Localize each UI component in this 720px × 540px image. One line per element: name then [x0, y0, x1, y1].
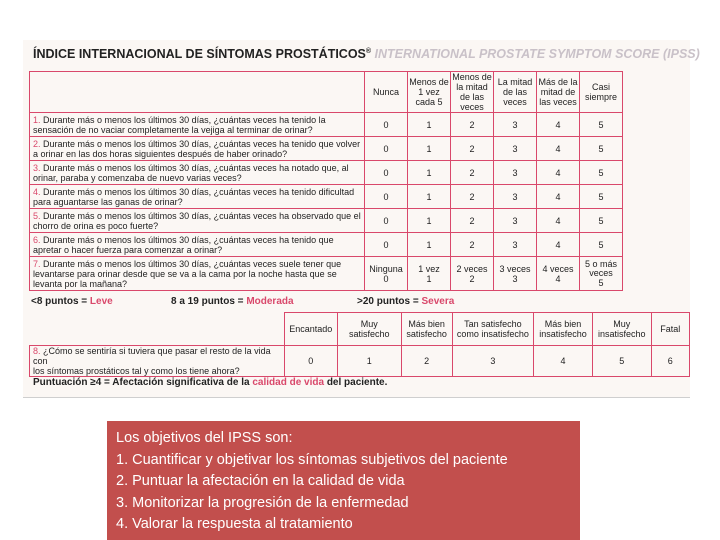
- header-cell: Menos de 1 vez cada 5: [408, 72, 451, 113]
- header-cell: La mitad de las veces: [494, 72, 537, 113]
- score-cell: 2: [451, 161, 494, 185]
- qol-header-cell: Muy insatisfecho: [592, 313, 651, 346]
- severity-severe: >20 puntos = Severa: [357, 296, 455, 307]
- header-cell: Más de la mitad de las veces: [537, 72, 580, 113]
- question-text: 3. Durante más o menos los últimos 30 días, ¿cuántas veces ha notado que, al orinar, paraba y comenzaba de nuevo varias veces?: [30, 161, 365, 185]
- question-text: 1. Durante más o menos los últimos 30 días, ¿cuántas veces ha tenido la sensación de no vaciar completamente la vejiga al terminar de orinar?: [30, 113, 365, 137]
- option-cell: 2 veces 2: [451, 257, 494, 291]
- score-cell: 4: [537, 137, 580, 161]
- qol-header-cell: Fatal: [651, 313, 689, 346]
- question-row: [30, 233, 623, 257]
- score-cell: 2: [451, 233, 494, 257]
- option-cell: 1 vez 1: [408, 257, 451, 291]
- score-cell: 0: [365, 137, 408, 161]
- question-row-nocturia: [30, 257, 623, 291]
- header-cell: Casi siempre: [580, 72, 623, 113]
- score-cell: 1: [337, 346, 401, 377]
- score-cell: 0: [365, 209, 408, 233]
- objective-item: 3. Monitorizar la progresión de la enfermedad: [116, 494, 409, 511]
- score-cell: 4: [537, 233, 580, 257]
- score-cell: 3: [494, 233, 537, 257]
- qol-header-blank: [30, 313, 285, 346]
- qol-header-cell: Encantado: [284, 313, 337, 346]
- document-title: ÍNDICE INTERNACIONAL DE SÍNTOMAS PROSTÁTICOS® INTERNATIONAL PROSTATE SYMPTOM SCORE (IPSS): [33, 47, 700, 61]
- question-text: 5. Durante más o menos los últimos 30 días, ¿cuántas veces ha observado que el chorro de orina es poco fuerte?: [30, 209, 365, 233]
- question-text: 7. Durante más o menos los últimos 30 días, ¿cuántas veces suele tener que levantarse para orinar desde que se va a la cama por la noche hasta que se levanta por la mañana?: [30, 257, 365, 291]
- score-cell: 5: [580, 233, 623, 257]
- score-cell: 0: [365, 233, 408, 257]
- score-cell: 5: [580, 137, 623, 161]
- option-cell: 5 o más veces 5: [580, 257, 623, 291]
- score-note: Puntuación ≥4 = Afectación significativa de la calidad de vida del paciente.: [33, 377, 388, 388]
- score-cell: 1: [408, 209, 451, 233]
- score-cell: 2: [451, 113, 494, 137]
- score-cell: 1: [408, 137, 451, 161]
- qol-header-cell: Más bien satisfecho: [401, 313, 452, 346]
- question-row: [30, 161, 623, 185]
- qol-header-cell: Muy satisfecho: [337, 313, 401, 346]
- score-cell: 0: [284, 346, 337, 377]
- question-text: 2. Durante más o menos los últimos 30 días, ¿cuántas veces ha tenido que volver a orinar en las dos horas siguientes después de haber orinado?: [30, 137, 365, 161]
- score-cell: 1: [408, 161, 451, 185]
- score-cell: 3: [494, 209, 537, 233]
- score-cell: 0: [365, 185, 408, 209]
- qol-header-cell: Tan satisfecho como insatisfecho: [452, 313, 534, 346]
- question-row: [30, 137, 623, 161]
- ipss-table: [29, 71, 623, 291]
- score-cell: 5: [580, 161, 623, 185]
- score-cell: 3: [494, 185, 537, 209]
- score-cell: 5: [580, 185, 623, 209]
- question-row: [30, 209, 623, 233]
- header-cell: Nunca: [365, 72, 408, 113]
- qol-header-cell: Más bien insatisfecho: [534, 313, 593, 346]
- score-cell: 1: [408, 113, 451, 137]
- score-cell: 3: [494, 161, 537, 185]
- quality-of-life-table: [29, 312, 690, 377]
- header-cell: Menos de la mitad de las veces: [452, 72, 492, 112]
- objective-item: 2. Puntuar la afectación en la calidad de vida: [116, 473, 405, 489]
- score-cell: 2: [451, 137, 494, 161]
- score-cell: 1: [408, 233, 451, 257]
- score-cell: 1: [408, 185, 451, 209]
- score-cell: 2: [451, 209, 494, 233]
- option-cell: Ninguna 0: [365, 257, 408, 291]
- score-cell: 6: [651, 346, 689, 377]
- score-cell: 5: [592, 346, 651, 377]
- question-row: [30, 185, 623, 209]
- score-cell: 3: [494, 137, 537, 161]
- score-cell: 2: [451, 185, 494, 209]
- qol-question-row: [30, 346, 690, 377]
- score-cell: 3: [494, 113, 537, 137]
- score-cell: 2: [401, 346, 452, 377]
- header-blank: [30, 72, 365, 113]
- ipss-document: [23, 40, 700, 398]
- question-row: [30, 113, 623, 137]
- objective-item: 4. Valorar la respuesta al tratamiento: [116, 516, 353, 532]
- score-cell: 0: [365, 113, 408, 137]
- objectives-box: [107, 421, 580, 540]
- objective-item: 1. Cuantificar y objetivar los síntomas subjetivos del paciente: [116, 451, 508, 468]
- score-cell: 4: [537, 185, 580, 209]
- option-cell: 4 veces 4: [537, 257, 580, 291]
- question-text: 6. Durante más o menos los últimos 30 días, ¿cuántas veces ha tenido que apretar o hacer fuerza para comenzar a orinar?: [30, 233, 365, 257]
- objectives-heading: Los objetivos del IPSS son:: [116, 430, 293, 446]
- score-cell: 4: [537, 113, 580, 137]
- score-cell: 5: [580, 113, 623, 137]
- header-row: [30, 72, 623, 113]
- score-cell: 0: [365, 161, 408, 185]
- severity-mild: <8 puntos = Leve: [31, 296, 113, 307]
- score-cell: 3: [452, 346, 534, 377]
- question-text: 8. ¿Cómo se sentiría si tuviera que pasar el resto de la vida con los síntomas prostáticos tal y como los tiene ahora?: [30, 346, 285, 377]
- question-text: 4. Durante más o menos los últimos 30 días, ¿cuántas veces ha tenido dificultad para aguantarse las ganas de orinar?: [30, 185, 365, 209]
- score-cell: 4: [537, 161, 580, 185]
- score-cell: 5: [580, 209, 623, 233]
- qol-header-row: [30, 313, 690, 346]
- score-cell: 4: [534, 346, 593, 377]
- score-cell: 4: [537, 209, 580, 233]
- severity-moderate: 8 a 19 puntos = Moderada: [171, 296, 294, 307]
- option-cell: 3 veces 3: [494, 257, 537, 291]
